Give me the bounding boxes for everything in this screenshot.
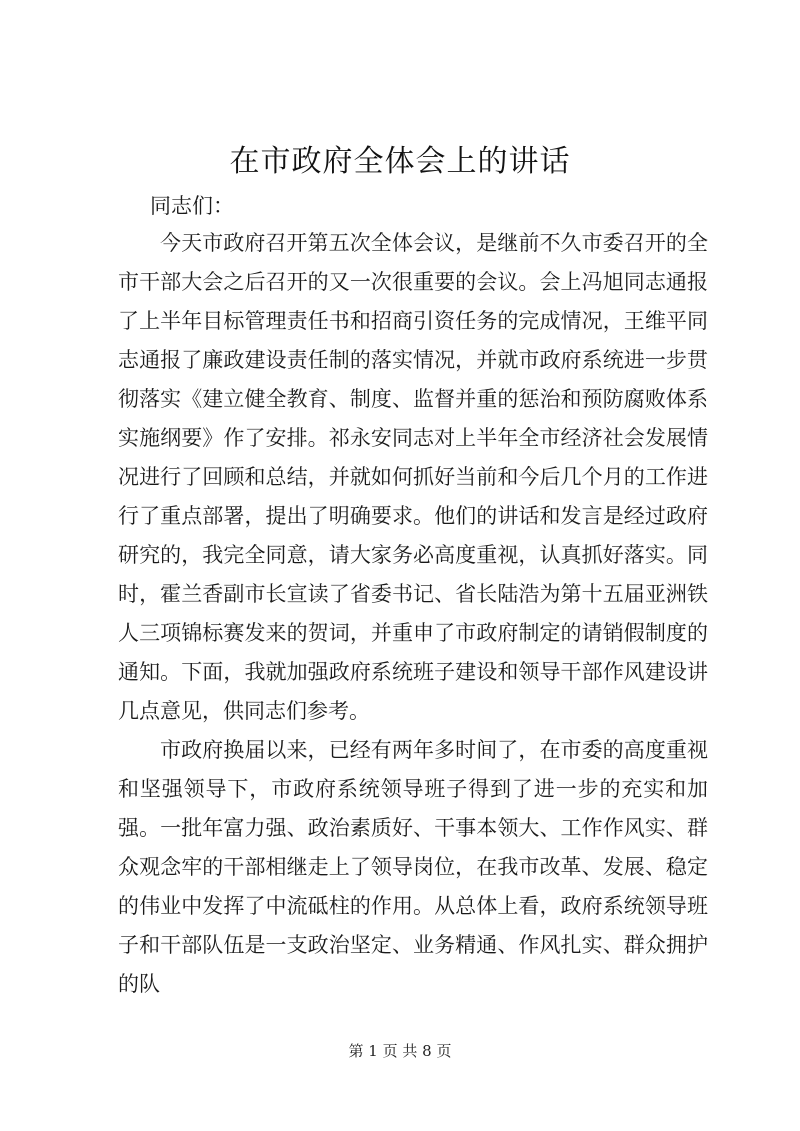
body-paragraph: 市政府换届以来，已经有两年多时间了，在市委的高度重视和坚强领导下，市政府系统领导班子得到了进一步的充实和加强。一批年富力强、政治素质好、干事本领大、工作作风实、群众观念牢的干部相继走上了领导岗位，在我市改革、发展、稳定的伟业中发挥了中流砥柱的作用。从总体上看，政府系统领导班子和干部队伍是一支政治坚定、业务精通、作风扎实、群众拥护的队 — [118, 738, 708, 996]
body-paragraph: 今天市政府召开第五次全体会议，是继前不久市委召开的全市干部大会之后召开的又一次很重要的会议。会上冯旭同志通报了上半年目标管理责任书和招商引资任务的完成情况，王维平同志通报了廉政建设责任制的落实情况，并就市政府系统进一步贯彻落实《建立健全教育、制度、监督并重的惩治和预防腐败体系实施纲要》作了安排。祁永安同志对上半年全市经济社会发展情况进行了回顾和总结，并就如何抓好当前和今后几个月的工作进行了重点部署，提出了明确要求。他们的讲话和发言是经过政府研究的，我完全同意，请大家务必高度重视，认真抓好落实。同时，霍兰香副市长宣读了省委书记、省长陆浩为第十五届亚洲铁人三项锦标赛发来的贺词，并重申了市政府制定的请销假制度的通知。下面，我就加强政府系统班子建设和领导干部作风建设讲几点意见，供同志们参考。 — [118, 231, 708, 723]
document-body — [118, 224, 708, 1004]
document-title: 在市政府全体会上的讲话 — [229, 144, 571, 179]
greeting-line: 同志们： — [150, 194, 234, 218]
page-number-footer: 第 1 页 共 8 页 — [348, 1042, 452, 1060]
